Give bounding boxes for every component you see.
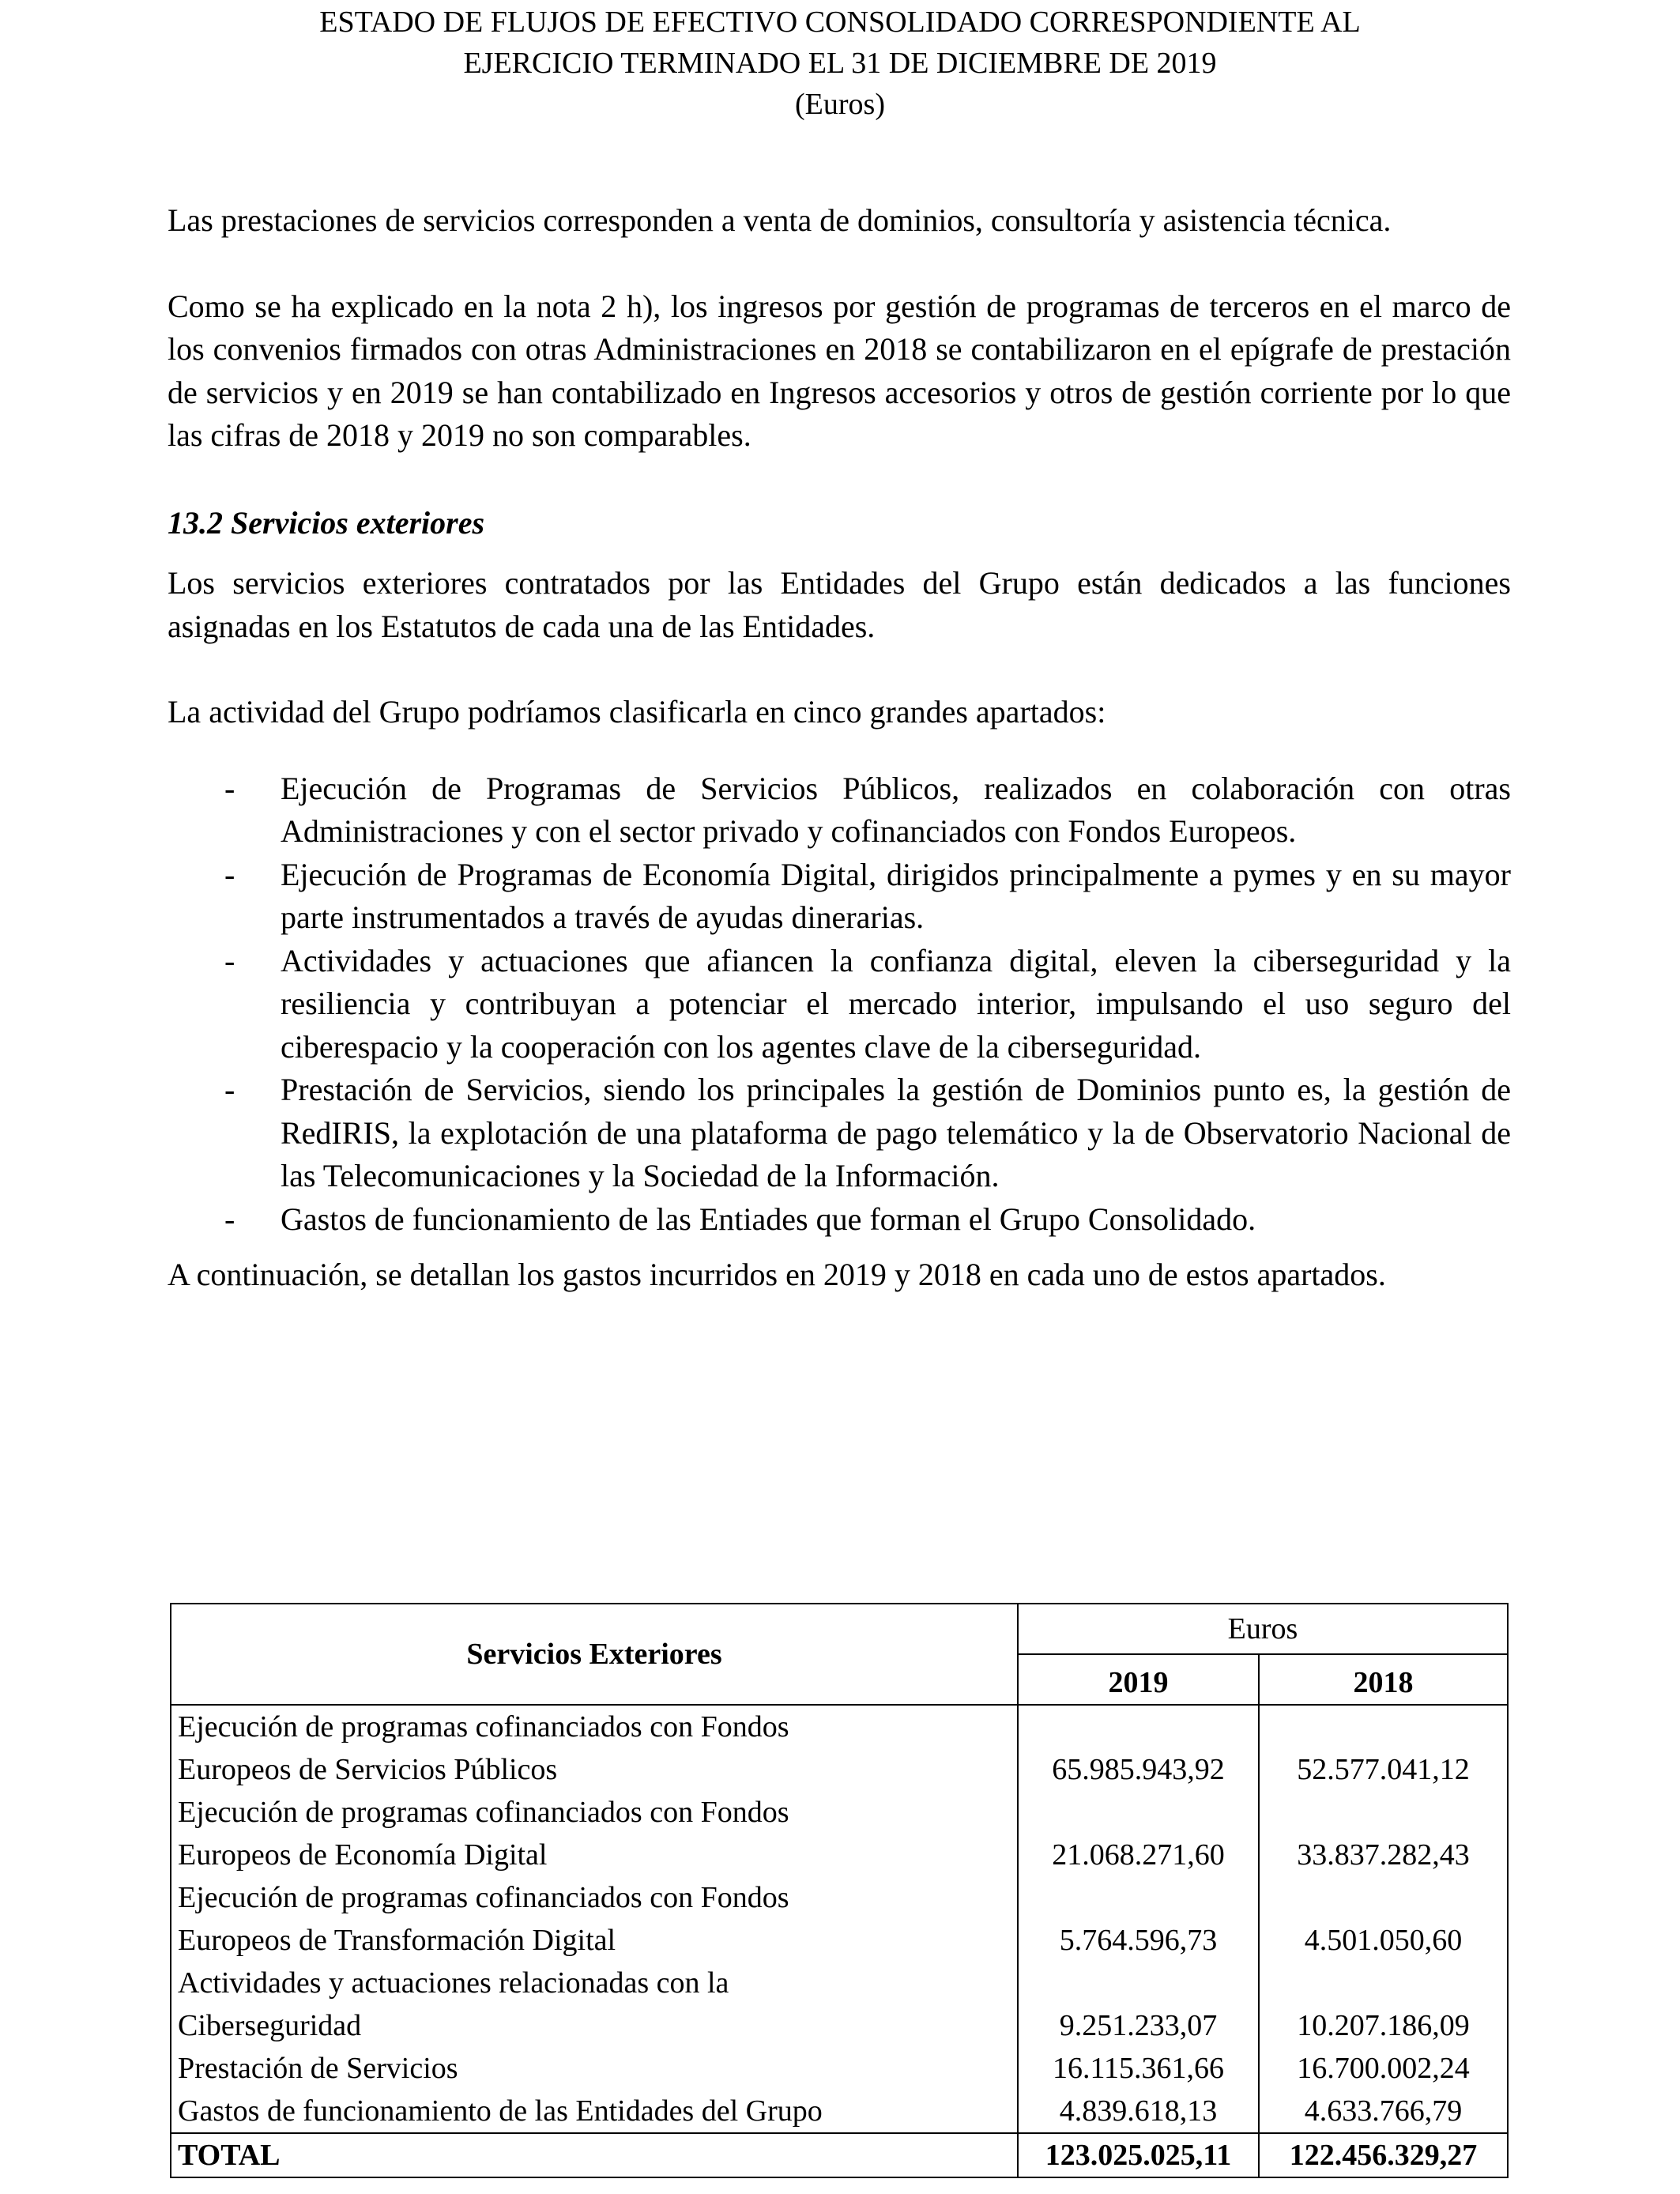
table-row xyxy=(171,1791,1508,1876)
total-2019: 123.025.025,11 xyxy=(1018,2133,1259,2177)
value-2018: 33.837.282,43 xyxy=(1259,1791,1508,1876)
value-2019: 16.115.361,66 xyxy=(1018,2047,1259,2090)
activity-list xyxy=(168,767,1511,1242)
list-item xyxy=(168,1198,1511,1242)
value-2018: 52.577.041,12 xyxy=(1259,1705,1508,1791)
row-label: Gastos de funcionamiento de las Entidades del Grupo xyxy=(171,2090,1018,2133)
total-row xyxy=(171,2133,1508,2177)
list-item-text: Actividades y actuaciones que afiancen la confianza digital, eleven la ciberseguridad y la resiliencia y contribuyan a potenciar el mercado interior, impulsando el uso seguro del ciberespacio y la cooperación con los agentes clave de la ciberseguridad. xyxy=(281,942,1511,1065)
value-2019: 21.068.271,60 xyxy=(1018,1791,1259,1876)
paragraph-nota-2h: Como se ha explicado en la nota 2 h), los ingresos por gestión de programas de terceros en el marco de los convenios firmados con otras Administraciones en 2018 se contabilizaron en el epígrafe de prestación de servicios y en 2019 se han contabilizado en Ingresos accesorios y otros de gestión corriente por lo que las cifras de 2018 y 2019 no son comparables. xyxy=(168,288,1511,453)
list-dash: - xyxy=(224,1072,235,1107)
list-item-text: Gastos de funcionamiento de las Entiades que forman el Grupo Consolidado. xyxy=(281,1201,1256,1237)
row-label: Ejecución de programas cofinanciados con Fondos Europeos de Economía Digital xyxy=(171,1791,1018,1876)
list-item-text: Ejecución de Programas de Economía Digital, dirigidos principalmente a pymes y en su mayor parte instrumentados a través de ayudas dinerarias. xyxy=(281,856,1511,935)
table-title: Servicios Exteriores xyxy=(171,1604,1018,1705)
page-header xyxy=(0,2,1680,125)
list-item-text: Ejecución de Programas de Servicios Públicos, realizados en colaboración con otras Administraciones y con el sector privado y cofinanciados con Fondos Europeos. xyxy=(281,770,1511,849)
year-header-2018: 2018 xyxy=(1259,1654,1508,1705)
list-item xyxy=(168,854,1511,940)
list-dash: - xyxy=(224,770,235,806)
list-dash: - xyxy=(224,942,235,978)
paragraph-servicios-exteriores: Los servicios exteriores contratados por las Entidades del Grupo están dedicados a las funciones asignadas en los Estatutos de cada una de las Entidades. xyxy=(168,565,1511,644)
value-2019: 65.985.943,92 xyxy=(1018,1705,1259,1791)
list-dash: - xyxy=(224,1201,235,1237)
value-2019: 5.764.596,73 xyxy=(1018,1876,1259,1962)
row-label: Actividades y actuaciones relacionadas con la Ciberseguridad xyxy=(171,1962,1018,2047)
header-line-2: EJERCICIO TERMINADO EL 31 DE DICIEMBRE DE 2019 xyxy=(463,47,1217,80)
table-row xyxy=(171,1705,1508,1791)
value-2018: 4.501.050,60 xyxy=(1259,1876,1508,1962)
section-title: 13.2 Servicios exteriores xyxy=(168,504,485,541)
currency-header: Euros xyxy=(1018,1604,1508,1654)
table-row xyxy=(171,2047,1508,2090)
list-item xyxy=(168,1069,1511,1198)
paragraph-actividad-grupo: La actividad del Grupo podríamos clasificarla en cinco grandes apartados: xyxy=(168,694,1106,729)
value-2018: 16.700.002,24 xyxy=(1259,2047,1508,2090)
table-row xyxy=(171,1962,1508,2047)
document-body xyxy=(168,199,1511,1297)
total-label: TOTAL xyxy=(171,2133,1018,2177)
row-label: Ejecución de programas cofinanciados con Fondos Europeos de Transformación Digital xyxy=(171,1876,1018,1962)
value-2018: 4.633.766,79 xyxy=(1259,2090,1508,2133)
header-line-1: ESTADO DE FLUJOS DE EFECTIVO CONSOLIDADO CORRESPONDIENTE AL xyxy=(319,6,1361,39)
year-header-2019: 2019 xyxy=(1018,1654,1259,1705)
row-label: Ejecución de programas cofinanciados con Fondos Europeos de Servicios Públicos xyxy=(171,1705,1018,1791)
list-item xyxy=(168,940,1511,1069)
table-row xyxy=(171,2090,1508,2133)
servicios-exteriores-table xyxy=(170,1603,1509,2178)
value-2018: 10.207.186,09 xyxy=(1259,1962,1508,2047)
list-dash: - xyxy=(224,856,235,892)
paragraph-prestaciones: Las prestaciones de servicios corresponden a venta de dominios, consultoría y asistencia técnica. xyxy=(168,202,1392,238)
table-row xyxy=(171,1876,1508,1962)
total-2018: 122.456.329,27 xyxy=(1259,2133,1508,2177)
value-2019: 4.839.618,13 xyxy=(1018,2090,1259,2133)
header-line-3: (Euros) xyxy=(795,88,885,121)
list-item-text: Prestación de Servicios, siendo los principales la gestión de Dominios punto es, la gestión de RedIRIS, la explotación de una plataforma de pago telemático y la de Observatorio Nacional de las Telecomunicaciones y la Sociedad de la Información. xyxy=(281,1072,1511,1193)
row-label: Prestación de Servicios xyxy=(171,2047,1018,2090)
paragraph-continuacion: A continuación, se detallan los gastos incurridos en 2019 y 2018 en cada uno de estos apartados. xyxy=(168,1257,1386,1292)
list-item xyxy=(168,767,1511,854)
value-2019: 9.251.233,07 xyxy=(1018,1962,1259,2047)
